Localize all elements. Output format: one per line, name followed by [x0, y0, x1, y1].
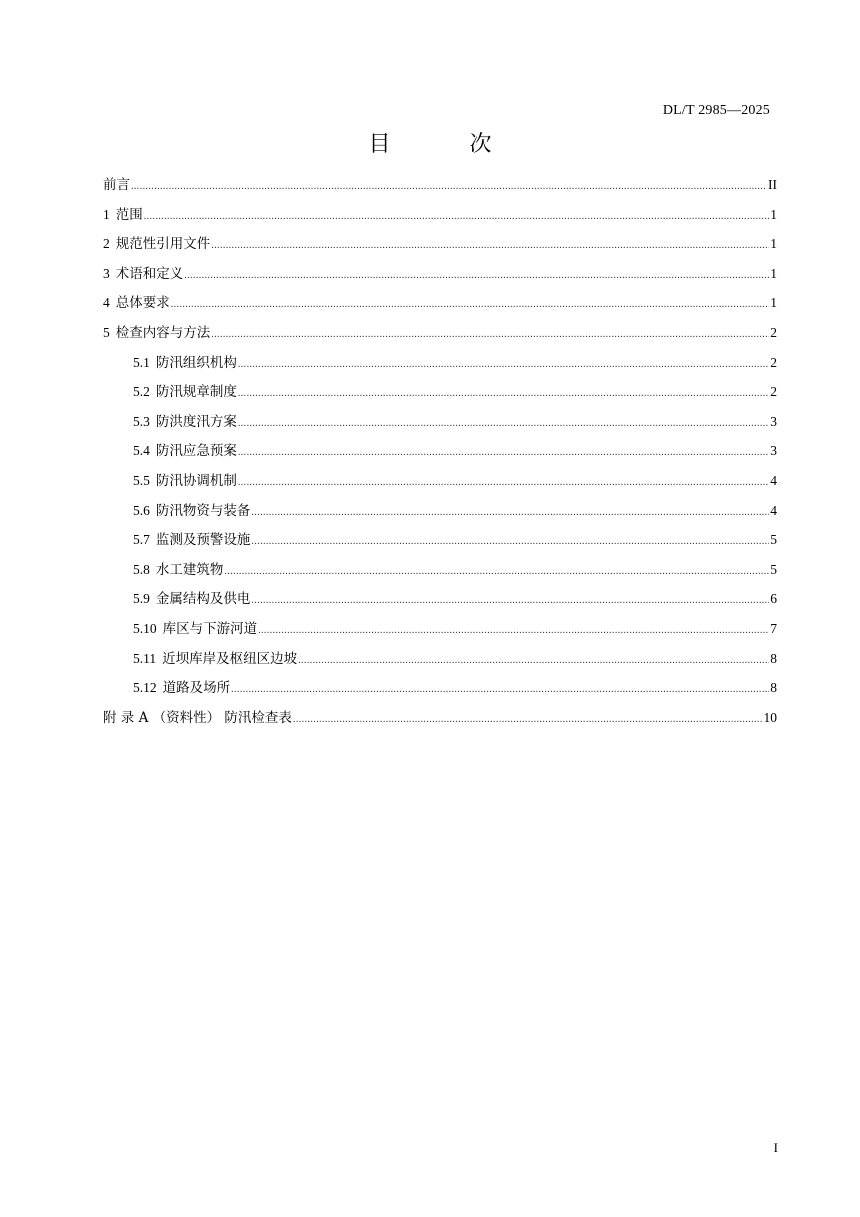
toc-entry-text: 术语和定义: [115, 265, 184, 282]
toc-entry[interactable]: [103, 557, 777, 587]
toc-entry-number: 5.2: [133, 384, 150, 400]
toc-entry[interactable]: [103, 409, 777, 439]
toc-entry-label: [133, 527, 250, 553]
toc-entry-label: [103, 202, 143, 228]
toc-entry-label: [133, 675, 230, 701]
toc-entry[interactable]: [103, 320, 777, 350]
toc-entry-text: 前言: [103, 177, 130, 193]
dot-leader: [131, 174, 767, 200]
dot-leader: [144, 204, 770, 230]
toc-entry-number: 5.3: [133, 413, 150, 429]
toc-entry-number: 5.8: [133, 561, 150, 577]
toc-entry-page: 2: [770, 324, 777, 340]
toc-entry-page: 1: [770, 265, 777, 281]
dot-leader: [258, 618, 769, 644]
toc-entry[interactable]: [103, 438, 777, 468]
toc-entry-label: [133, 350, 237, 376]
toc-entry-page: 10: [763, 709, 777, 725]
toc-entry[interactable]: [103, 172, 777, 202]
dot-leader: [238, 470, 769, 496]
toc-entry[interactable]: [103, 261, 777, 291]
toc-entry[interactable]: [103, 705, 777, 735]
toc-entry-text: 水工建筑物: [155, 561, 224, 578]
dot-leader: [251, 588, 769, 614]
toc-entry-page: 1: [770, 206, 777, 222]
toc-entry-number: 5.5: [133, 472, 150, 488]
toc-entry-page: 2: [770, 354, 777, 370]
dot-leader: [184, 263, 769, 289]
toc-entry-text: 近坝库岸及枢纽区边坡: [162, 650, 298, 667]
toc-entry-label: [133, 409, 237, 435]
toc-entry-number: 5.6: [133, 502, 150, 518]
toc-entry-label: [133, 438, 237, 464]
toc-entry-page: 4: [770, 472, 777, 488]
toc-entry-label: [103, 231, 210, 257]
toc-entry-number: 1: [103, 206, 110, 222]
toc-entry-page: 3: [770, 413, 777, 429]
toc-entry-text: 防汛组织机构: [155, 354, 237, 371]
dot-leader: [238, 440, 769, 466]
toc-entry-text: 防汛物资与装备: [155, 502, 251, 519]
dot-leader: [298, 648, 769, 674]
toc-entry-number: 5.10: [133, 620, 157, 636]
toc-entry-label: [103, 172, 130, 198]
toc-entry-text: 附 录 A （资料性） 防汛检查表: [103, 709, 292, 726]
table-of-contents: [103, 172, 777, 734]
toc-entry[interactable]: [103, 527, 777, 557]
toc-entry-label: [103, 705, 292, 731]
dot-leader: [171, 292, 770, 318]
toc-entry-number: 5: [103, 324, 110, 340]
dot-leader: [224, 559, 769, 585]
toc-entry-page: 2: [770, 384, 777, 400]
toc-entry-page: 7: [770, 620, 777, 636]
toc-entry[interactable]: [103, 231, 777, 261]
toc-entry-number: 5.12: [133, 680, 157, 696]
toc-entry-page: 6: [770, 591, 777, 607]
toc-entry[interactable]: [103, 616, 777, 646]
toc-entry-label: [133, 586, 250, 612]
toc-entry[interactable]: [103, 350, 777, 380]
toc-entry-page: 1: [770, 236, 777, 252]
dot-leader: [231, 677, 769, 703]
toc-entry-label: [133, 468, 237, 494]
toc-entry-number: 4: [103, 295, 110, 311]
toc-entry[interactable]: [103, 646, 777, 676]
toc-entry-number: 5.7: [133, 532, 150, 548]
toc-entry-page: 5: [770, 532, 777, 548]
toc-entry-text: 规范性引用文件: [115, 236, 211, 253]
toc-entry-number: 2: [103, 236, 110, 252]
toc-entry-page: 5: [770, 561, 777, 577]
toc-entry[interactable]: [103, 468, 777, 498]
dot-leader: [211, 233, 769, 259]
page-title: 目 次: [368, 132, 528, 157]
toc-entry-page: II: [768, 177, 777, 192]
document-code: DL/T 2985—2025: [662, 103, 770, 118]
dot-leader: [293, 707, 763, 733]
toc-entry-text: 防汛规章制度: [155, 384, 237, 401]
toc-entry-page: 8: [770, 650, 777, 666]
toc-entry-text: 防洪度汛方案: [155, 413, 237, 430]
toc-entry[interactable]: [103, 498, 777, 528]
toc-entry-label: [133, 379, 237, 405]
toc-entry-label: [133, 557, 223, 583]
toc-entry[interactable]: [103, 675, 777, 705]
toc-entry-label: [103, 320, 210, 346]
toc-entry-label: [103, 290, 170, 316]
toc-entry-page: 1: [770, 295, 777, 311]
toc-entry-text: 防汛应急预案: [155, 443, 237, 460]
toc-entry-text: 总体要求: [115, 295, 170, 312]
toc-entry-label: [133, 616, 257, 642]
toc-entry[interactable]: [103, 379, 777, 409]
toc-entry-text: 检查内容与方法: [115, 324, 211, 341]
toc-entry-text: 范围: [115, 206, 143, 223]
toc-entry-label: [133, 646, 297, 672]
toc-entry-text: 道路及场所: [162, 680, 231, 697]
toc-entry-number: 5.9: [133, 591, 150, 607]
toc-entry-text: 库区与下游河道: [162, 620, 258, 637]
toc-entry-label: [133, 498, 250, 524]
toc-entry[interactable]: [103, 202, 777, 232]
toc-entry-number: 5.11: [133, 650, 157, 666]
toc-entry-text: 防汛协调机制: [155, 472, 237, 489]
toc-entry-text: 金属结构及供电: [155, 591, 251, 608]
toc-entry-page: 4: [770, 502, 777, 518]
toc-entry-text: 监测及预警设施: [155, 532, 251, 549]
toc-entry-number: 3: [103, 265, 110, 281]
dot-leader: [238, 411, 769, 437]
dot-leader: [251, 529, 769, 555]
toc-entry-label: [103, 261, 183, 287]
dot-leader: [238, 352, 769, 378]
toc-entry-page: 8: [770, 680, 777, 696]
toc-entry[interactable]: [103, 290, 777, 320]
dot-leader: [251, 500, 769, 526]
page-number: I: [773, 1140, 778, 1155]
dot-leader: [211, 322, 769, 348]
toc-entry-page: 3: [770, 443, 777, 459]
toc-entry-number: 5.4: [133, 443, 150, 459]
dot-leader: [238, 381, 769, 407]
toc-entry[interactable]: [103, 586, 777, 616]
toc-entry-number: 5.1: [133, 354, 150, 370]
